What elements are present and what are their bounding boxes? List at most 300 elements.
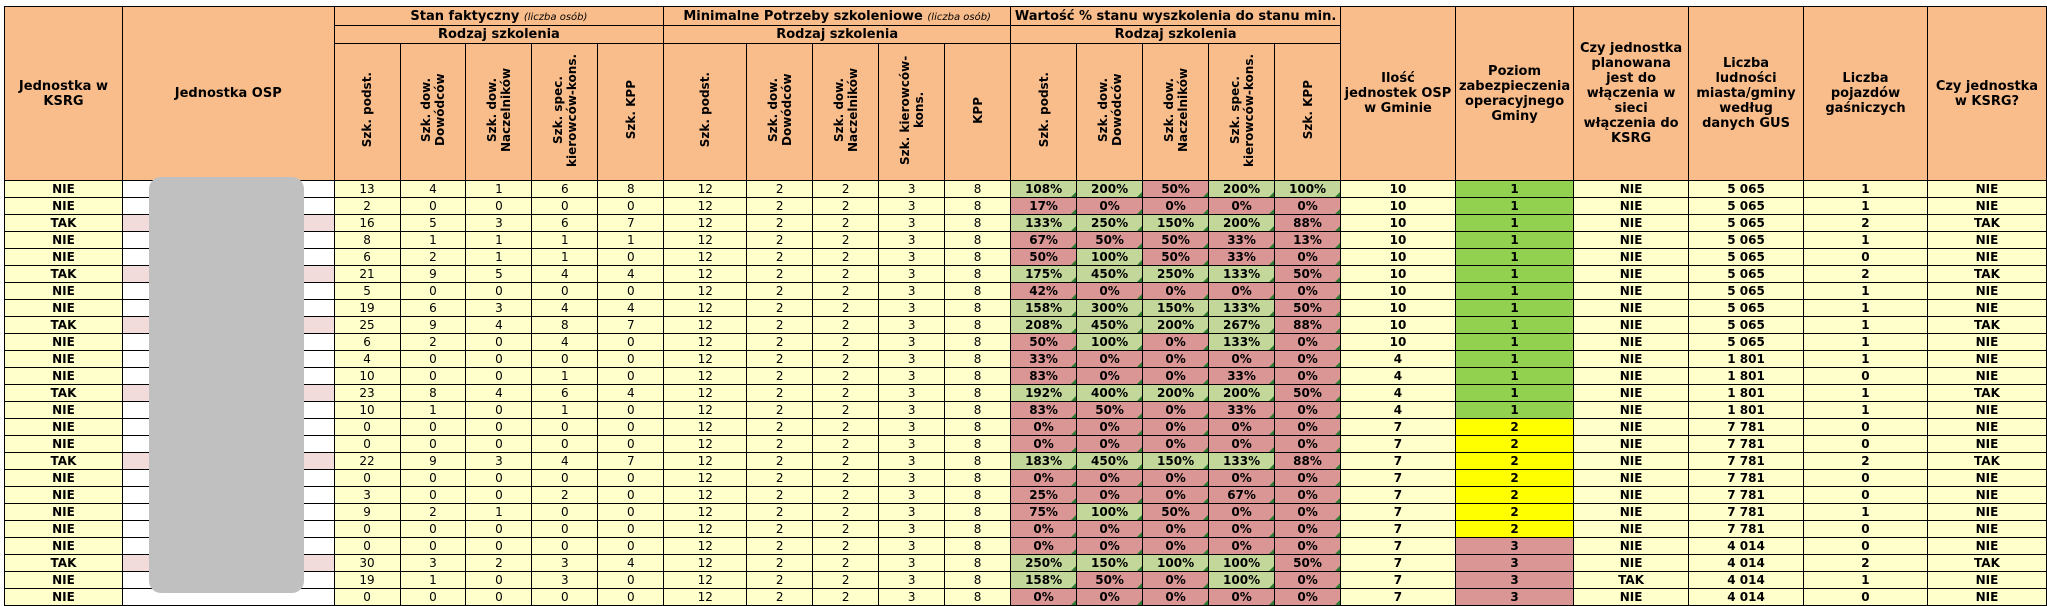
cell-actual[interactable]: 4 — [466, 385, 532, 402]
cell-min[interactable]: 8 — [945, 521, 1011, 538]
cell-min[interactable]: 12 — [664, 521, 747, 538]
cell-min[interactable]: 12 — [664, 249, 747, 266]
cell-pct[interactable]: 0% — [1275, 419, 1341, 436]
cell-actual[interactable]: 0 — [400, 198, 466, 215]
cell-osp-count[interactable]: 4 — [1341, 351, 1456, 368]
table-row[interactable] — [5, 368, 2047, 385]
cell-osp-count[interactable]: 10 — [1341, 283, 1456, 300]
cell-actual[interactable]: 4 — [532, 300, 598, 317]
cell-min[interactable]: 8 — [945, 419, 1011, 436]
cell-vehicles[interactable]: 0 — [1804, 436, 1928, 453]
cell-population[interactable]: 4 014 — [1689, 572, 1804, 589]
cell-actual[interactable]: 0 — [334, 419, 400, 436]
cell-actual[interactable]: 21 — [334, 266, 400, 283]
cell-min[interactable]: 2 — [747, 181, 813, 198]
table-row[interactable] — [5, 300, 2047, 317]
cell-min[interactable]: 8 — [945, 555, 1011, 572]
cell-population[interactable]: 4 014 — [1689, 555, 1804, 572]
cell-in-ksrg[interactable]: NIE — [1927, 351, 2046, 368]
cell-pct[interactable]: 0% — [1275, 504, 1341, 521]
cell-pct[interactable]: 250% — [1011, 555, 1077, 572]
cell-osp-count[interactable]: 7 — [1341, 504, 1456, 521]
cell-min[interactable]: 3 — [879, 402, 945, 419]
cell-pct[interactable]: 88% — [1275, 453, 1341, 470]
cell-min[interactable]: 2 — [747, 402, 813, 419]
cell-in-ksrg[interactable]: TAK — [1927, 453, 2046, 470]
cell-min[interactable]: 2 — [747, 419, 813, 436]
cell-in-ksrg[interactable]: TAK — [1927, 555, 2046, 572]
cell-population[interactable]: 5 065 — [1689, 232, 1804, 249]
cell-pct[interactable]: 158% — [1011, 300, 1077, 317]
cell-pct[interactable]: 0% — [1275, 589, 1341, 606]
cell-min[interactable]: 12 — [664, 572, 747, 589]
cell-min[interactable]: 2 — [747, 487, 813, 504]
cell-actual[interactable]: 6 — [532, 181, 598, 198]
cell-min[interactable]: 2 — [813, 487, 879, 504]
cell-in-ksrg[interactable]: NIE — [1927, 232, 2046, 249]
cell-actual[interactable]: 0 — [466, 368, 532, 385]
cell-planned-ksrg[interactable]: NIE — [1574, 334, 1689, 351]
cell-min[interactable]: 2 — [813, 453, 879, 470]
cell-min[interactable]: 2 — [747, 232, 813, 249]
cell-in-ksrg[interactable]: NIE — [1927, 300, 2046, 317]
cell-pct[interactable]: 50% — [1275, 266, 1341, 283]
cell-pct[interactable]: 100% — [1209, 555, 1275, 572]
cell-min[interactable]: 2 — [813, 538, 879, 555]
table-row[interactable] — [5, 249, 2047, 266]
cell-planned-ksrg[interactable]: NIE — [1574, 232, 1689, 249]
cell-actual[interactable]: 7 — [598, 453, 664, 470]
cell-ksrg-unit[interactable]: NIE — [5, 419, 123, 436]
cell-actual[interactable]: 6 — [400, 300, 466, 317]
cell-actual[interactable]: 0 — [466, 402, 532, 419]
cell-ksrg-unit[interactable]: TAK — [5, 215, 123, 232]
cell-planned-ksrg[interactable]: NIE — [1574, 317, 1689, 334]
cell-min[interactable]: 12 — [664, 538, 747, 555]
cell-pct[interactable]: 150% — [1143, 300, 1209, 317]
cell-actual[interactable]: 0 — [532, 436, 598, 453]
cell-pct[interactable]: 0% — [1077, 198, 1143, 215]
cell-planned-ksrg[interactable]: NIE — [1574, 470, 1689, 487]
cell-actual[interactable]: 4 — [598, 266, 664, 283]
cell-actual[interactable]: 0 — [400, 419, 466, 436]
cell-actual[interactable]: 0 — [598, 504, 664, 521]
cell-pct[interactable]: 50% — [1143, 232, 1209, 249]
cell-pct[interactable]: 0% — [1275, 402, 1341, 419]
cell-population[interactable]: 4 014 — [1689, 589, 1804, 606]
table-row[interactable] — [5, 521, 2047, 538]
cell-vehicles[interactable]: 1 — [1804, 300, 1928, 317]
cell-vehicles[interactable]: 1 — [1804, 181, 1928, 198]
cell-min[interactable]: 2 — [747, 266, 813, 283]
cell-actual[interactable]: 3 — [466, 453, 532, 470]
cell-min[interactable]: 2 — [813, 419, 879, 436]
cell-actual[interactable]: 5 — [334, 283, 400, 300]
cell-ksrg-unit[interactable]: NIE — [5, 300, 123, 317]
cell-ksrg-unit[interactable]: TAK — [5, 266, 123, 283]
cell-min[interactable]: 2 — [747, 368, 813, 385]
cell-actual[interactable]: 0 — [400, 521, 466, 538]
table-row[interactable] — [5, 385, 2047, 402]
cell-osp-count[interactable]: 7 — [1341, 453, 1456, 470]
cell-protection-level[interactable]: 1 — [1455, 215, 1573, 232]
cell-pct[interactable]: 0% — [1209, 504, 1275, 521]
cell-pct[interactable]: 0% — [1143, 283, 1209, 300]
cell-pct[interactable]: 0% — [1209, 283, 1275, 300]
cell-actual[interactable]: 1 — [400, 232, 466, 249]
cell-actual[interactable]: 0 — [532, 521, 598, 538]
cell-min[interactable]: 2 — [813, 266, 879, 283]
cell-actual[interactable]: 2 — [400, 249, 466, 266]
cell-pct[interactable]: 0% — [1275, 538, 1341, 555]
cell-ksrg-unit[interactable]: NIE — [5, 283, 123, 300]
cell-min[interactable]: 2 — [813, 555, 879, 572]
cell-planned-ksrg[interactable]: NIE — [1574, 521, 1689, 538]
cell-min[interactable]: 2 — [813, 521, 879, 538]
cell-pct[interactable]: 133% — [1209, 266, 1275, 283]
cell-actual[interactable]: 0 — [598, 436, 664, 453]
cell-protection-level[interactable]: 2 — [1455, 521, 1573, 538]
cell-actual[interactable]: 4 — [598, 555, 664, 572]
cell-osp-count[interactable]: 10 — [1341, 198, 1456, 215]
cell-actual[interactable]: 0 — [400, 538, 466, 555]
cell-in-ksrg[interactable]: NIE — [1927, 487, 2046, 504]
cell-min[interactable]: 3 — [879, 453, 945, 470]
cell-planned-ksrg[interactable]: NIE — [1574, 589, 1689, 606]
cell-population[interactable]: 7 781 — [1689, 487, 1804, 504]
cell-osp-count[interactable]: 4 — [1341, 402, 1456, 419]
cell-min[interactable]: 3 — [879, 589, 945, 606]
cell-pct[interactable]: 0% — [1143, 198, 1209, 215]
cell-pct[interactable]: 133% — [1209, 334, 1275, 351]
cell-pct[interactable]: 0% — [1275, 283, 1341, 300]
cell-ksrg-unit[interactable]: NIE — [5, 589, 123, 606]
cell-protection-level[interactable]: 1 — [1455, 300, 1573, 317]
cell-osp-count[interactable]: 10 — [1341, 232, 1456, 249]
cell-actual[interactable]: 2 — [400, 504, 466, 521]
cell-in-ksrg[interactable]: NIE — [1927, 470, 2046, 487]
cell-vehicles[interactable]: 0 — [1804, 589, 1928, 606]
table-row[interactable] — [5, 538, 2047, 555]
cell-pct[interactable]: 33% — [1011, 351, 1077, 368]
cell-actual[interactable]: 0 — [598, 470, 664, 487]
cell-population[interactable]: 5 065 — [1689, 249, 1804, 266]
cell-actual[interactable]: 4 — [334, 351, 400, 368]
cell-ksrg-unit[interactable]: NIE — [5, 538, 123, 555]
cell-actual[interactable]: 6 — [532, 215, 598, 232]
cell-min[interactable]: 2 — [747, 555, 813, 572]
cell-ksrg-unit[interactable]: TAK — [5, 453, 123, 470]
table-row[interactable] — [5, 470, 2047, 487]
cell-protection-level[interactable]: 2 — [1455, 504, 1573, 521]
cell-planned-ksrg[interactable]: NIE — [1574, 283, 1689, 300]
cell-pct[interactable]: 67% — [1209, 487, 1275, 504]
cell-in-ksrg[interactable]: NIE — [1927, 249, 2046, 266]
cell-planned-ksrg[interactable]: NIE — [1574, 181, 1689, 198]
cell-actual[interactable]: 1 — [400, 572, 466, 589]
cell-protection-level[interactable]: 3 — [1455, 555, 1573, 572]
cell-ksrg-unit[interactable]: NIE — [5, 249, 123, 266]
cell-min[interactable]: 2 — [747, 215, 813, 232]
cell-planned-ksrg[interactable]: NIE — [1574, 198, 1689, 215]
cell-actual[interactable]: 0 — [466, 283, 532, 300]
cell-actual[interactable]: 0 — [334, 538, 400, 555]
cell-osp-count[interactable]: 7 — [1341, 436, 1456, 453]
cell-min[interactable]: 3 — [879, 300, 945, 317]
cell-pct[interactable]: 0% — [1209, 198, 1275, 215]
cell-pct[interactable]: 0% — [1077, 436, 1143, 453]
cell-actual[interactable]: 0 — [400, 470, 466, 487]
cell-pct[interactable]: 450% — [1077, 453, 1143, 470]
cell-pct[interactable]: 0% — [1143, 521, 1209, 538]
cell-vehicles[interactable]: 2 — [1804, 453, 1928, 470]
cell-actual[interactable]: 25 — [334, 317, 400, 334]
cell-in-ksrg[interactable]: NIE — [1927, 589, 2046, 606]
cell-planned-ksrg[interactable]: NIE — [1574, 504, 1689, 521]
cell-actual[interactable]: 0 — [466, 351, 532, 368]
cell-actual[interactable]: 0 — [400, 283, 466, 300]
cell-pct[interactable]: 300% — [1077, 300, 1143, 317]
cell-min[interactable]: 12 — [664, 368, 747, 385]
cell-min[interactable]: 12 — [664, 555, 747, 572]
cell-pct[interactable]: 50% — [1275, 385, 1341, 402]
cell-pct[interactable]: 150% — [1143, 215, 1209, 232]
cell-min[interactable]: 3 — [879, 249, 945, 266]
cell-min[interactable]: 2 — [813, 249, 879, 266]
cell-actual[interactable]: 4 — [532, 453, 598, 470]
cell-actual[interactable]: 3 — [400, 555, 466, 572]
cell-population[interactable]: 5 065 — [1689, 334, 1804, 351]
cell-min[interactable]: 8 — [945, 453, 1011, 470]
cell-pct[interactable]: 108% — [1011, 181, 1077, 198]
cell-pct[interactable]: 0% — [1077, 487, 1143, 504]
cell-min[interactable]: 2 — [747, 436, 813, 453]
cell-vehicles[interactable]: 2 — [1804, 266, 1928, 283]
cell-actual[interactable]: 0 — [532, 419, 598, 436]
cell-min[interactable]: 2 — [813, 232, 879, 249]
cell-vehicles[interactable]: 1 — [1804, 232, 1928, 249]
cell-pct[interactable]: 0% — [1209, 470, 1275, 487]
cell-planned-ksrg[interactable]: NIE — [1574, 368, 1689, 385]
cell-min[interactable]: 3 — [879, 487, 945, 504]
cell-actual[interactable]: 4 — [532, 266, 598, 283]
cell-min[interactable]: 2 — [813, 368, 879, 385]
cell-min[interactable]: 3 — [879, 351, 945, 368]
cell-osp-count[interactable]: 4 — [1341, 385, 1456, 402]
cell-actual[interactable]: 1 — [532, 368, 598, 385]
cell-actual[interactable]: 2 — [532, 487, 598, 504]
cell-actual[interactable]: 5 — [466, 266, 532, 283]
cell-actual[interactable]: 0 — [466, 334, 532, 351]
cell-protection-level[interactable]: 1 — [1455, 249, 1573, 266]
cell-actual[interactable]: 1 — [466, 504, 532, 521]
cell-min[interactable]: 8 — [945, 504, 1011, 521]
cell-min[interactable]: 12 — [664, 300, 747, 317]
cell-population[interactable]: 1 801 — [1689, 385, 1804, 402]
cell-in-ksrg[interactable]: NIE — [1927, 334, 2046, 351]
cell-min[interactable]: 8 — [945, 368, 1011, 385]
cell-pct[interactable]: 250% — [1143, 266, 1209, 283]
cell-pct[interactable]: 0% — [1275, 368, 1341, 385]
cell-pct[interactable]: 0% — [1077, 521, 1143, 538]
cell-ksrg-unit[interactable]: TAK — [5, 555, 123, 572]
cell-pct[interactable]: 17% — [1011, 198, 1077, 215]
cell-protection-level[interactable]: 2 — [1455, 453, 1573, 470]
cell-protection-level[interactable]: 3 — [1455, 538, 1573, 555]
cell-population[interactable]: 5 065 — [1689, 198, 1804, 215]
cell-vehicles[interactable]: 1 — [1804, 317, 1928, 334]
cell-actual[interactable]: 1 — [466, 232, 532, 249]
cell-min[interactable]: 2 — [813, 470, 879, 487]
cell-min[interactable]: 2 — [813, 300, 879, 317]
cell-pct[interactable]: 67% — [1011, 232, 1077, 249]
cell-protection-level[interactable]: 1 — [1455, 181, 1573, 198]
cell-min[interactable]: 12 — [664, 504, 747, 521]
cell-actual[interactable]: 0 — [532, 504, 598, 521]
cell-min[interactable]: 2 — [747, 453, 813, 470]
cell-osp-count[interactable]: 10 — [1341, 215, 1456, 232]
cell-actual[interactable]: 9 — [400, 317, 466, 334]
cell-osp-count[interactable]: 7 — [1341, 470, 1456, 487]
cell-min[interactable]: 8 — [945, 300, 1011, 317]
cell-pct[interactable]: 175% — [1011, 266, 1077, 283]
table-row[interactable] — [5, 504, 2047, 521]
cell-actual[interactable]: 0 — [598, 283, 664, 300]
cell-pct[interactable]: 150% — [1143, 453, 1209, 470]
cell-osp-count[interactable]: 7 — [1341, 555, 1456, 572]
cell-osp-count[interactable]: 7 — [1341, 487, 1456, 504]
cell-in-ksrg[interactable]: NIE — [1927, 181, 2046, 198]
cell-pct[interactable]: 0% — [1011, 470, 1077, 487]
cell-vehicles[interactable]: 1 — [1804, 351, 1928, 368]
cell-min[interactable]: 3 — [879, 555, 945, 572]
cell-ksrg-unit[interactable]: NIE — [5, 521, 123, 538]
cell-pct[interactable]: 0% — [1143, 470, 1209, 487]
cell-min[interactable]: 12 — [664, 283, 747, 300]
cell-vehicles[interactable]: 1 — [1804, 504, 1928, 521]
cell-in-ksrg[interactable]: NIE — [1927, 402, 2046, 419]
cell-planned-ksrg[interactable]: NIE — [1574, 453, 1689, 470]
cell-in-ksrg[interactable]: NIE — [1927, 283, 2046, 300]
cell-protection-level[interactable]: 1 — [1455, 334, 1573, 351]
cell-actual[interactable]: 0 — [466, 521, 532, 538]
cell-actual[interactable]: 0 — [466, 419, 532, 436]
cell-actual[interactable]: 0 — [598, 538, 664, 555]
cell-pct[interactable]: 0% — [1077, 470, 1143, 487]
cell-population[interactable]: 5 065 — [1689, 181, 1804, 198]
cell-min[interactable]: 12 — [664, 351, 747, 368]
cell-pct[interactable]: 0% — [1077, 538, 1143, 555]
cell-planned-ksrg[interactable]: NIE — [1574, 419, 1689, 436]
table-row[interactable] — [5, 419, 2047, 436]
cell-pct[interactable]: 50% — [1077, 572, 1143, 589]
cell-in-ksrg[interactable]: NIE — [1927, 538, 2046, 555]
cell-pct[interactable]: 250% — [1077, 215, 1143, 232]
cell-pct[interactable]: 83% — [1011, 368, 1077, 385]
cell-min[interactable]: 2 — [813, 317, 879, 334]
cell-actual[interactable]: 0 — [466, 589, 532, 606]
cell-min[interactable]: 2 — [813, 181, 879, 198]
cell-actual[interactable]: 0 — [598, 419, 664, 436]
cell-vehicles[interactable]: 1 — [1804, 572, 1928, 589]
cell-osp-count[interactable]: 7 — [1341, 419, 1456, 436]
cell-population[interactable]: 5 065 — [1689, 266, 1804, 283]
cell-vehicles[interactable]: 0 — [1804, 419, 1928, 436]
cell-pct[interactable]: 0% — [1077, 589, 1143, 606]
cell-actual[interactable]: 23 — [334, 385, 400, 402]
cell-in-ksrg[interactable]: NIE — [1927, 198, 2046, 215]
cell-population[interactable]: 7 781 — [1689, 521, 1804, 538]
cell-pct[interactable]: 0% — [1143, 538, 1209, 555]
cell-pct[interactable]: 50% — [1143, 504, 1209, 521]
cell-protection-level[interactable]: 1 — [1455, 385, 1573, 402]
cell-pct[interactable]: 0% — [1143, 419, 1209, 436]
cell-pct[interactable]: 0% — [1143, 402, 1209, 419]
cell-protection-level[interactable]: 3 — [1455, 572, 1573, 589]
cell-actual[interactable]: 0 — [532, 589, 598, 606]
cell-pct[interactable]: 0% — [1077, 419, 1143, 436]
cell-min[interactable]: 2 — [813, 436, 879, 453]
cell-min[interactable]: 8 — [945, 215, 1011, 232]
cell-actual[interactable]: 0 — [334, 521, 400, 538]
cell-ksrg-unit[interactable]: TAK — [5, 317, 123, 334]
cell-protection-level[interactable]: 2 — [1455, 487, 1573, 504]
cell-planned-ksrg[interactable]: NIE — [1574, 402, 1689, 419]
cell-min[interactable]: 2 — [747, 283, 813, 300]
cell-in-ksrg[interactable]: NIE — [1927, 521, 2046, 538]
cell-actual[interactable]: 0 — [598, 351, 664, 368]
cell-min[interactable]: 8 — [945, 589, 1011, 606]
cell-osp-count[interactable]: 7 — [1341, 538, 1456, 555]
cell-min[interactable]: 12 — [664, 317, 747, 334]
cell-actual[interactable]: 8 — [598, 181, 664, 198]
cell-actual[interactable]: 0 — [598, 572, 664, 589]
cell-population[interactable]: 7 781 — [1689, 504, 1804, 521]
cell-actual[interactable]: 0 — [400, 368, 466, 385]
cell-pct[interactable]: 200% — [1209, 181, 1275, 198]
cell-pct[interactable]: 0% — [1077, 351, 1143, 368]
cell-ksrg-unit[interactable]: NIE — [5, 402, 123, 419]
cell-ksrg-unit[interactable]: NIE — [5, 572, 123, 589]
cell-actual[interactable]: 3 — [334, 487, 400, 504]
cell-pct[interactable]: 0% — [1143, 589, 1209, 606]
cell-actual[interactable]: 0 — [598, 198, 664, 215]
cell-vehicles[interactable]: 1 — [1804, 385, 1928, 402]
cell-min[interactable]: 2 — [747, 317, 813, 334]
cell-pct[interactable]: 0% — [1275, 470, 1341, 487]
cell-actual[interactable]: 0 — [466, 470, 532, 487]
cell-vehicles[interactable]: 1 — [1804, 198, 1928, 215]
cell-min[interactable]: 2 — [747, 198, 813, 215]
table-row[interactable] — [5, 436, 2047, 453]
cell-ksrg-unit[interactable]: TAK — [5, 385, 123, 402]
cell-in-ksrg[interactable]: TAK — [1927, 317, 2046, 334]
cell-actual[interactable]: 7 — [598, 215, 664, 232]
cell-pct[interactable]: 88% — [1275, 317, 1341, 334]
cell-min[interactable]: 2 — [813, 402, 879, 419]
cell-min[interactable]: 8 — [945, 402, 1011, 419]
cell-min[interactable]: 3 — [879, 521, 945, 538]
cell-ksrg-unit[interactable]: NIE — [5, 351, 123, 368]
cell-population[interactable]: 1 801 — [1689, 368, 1804, 385]
cell-planned-ksrg[interactable]: NIE — [1574, 249, 1689, 266]
cell-protection-level[interactable]: 2 — [1455, 419, 1573, 436]
cell-min[interactable]: 8 — [945, 249, 1011, 266]
cell-actual[interactable]: 4 — [466, 317, 532, 334]
cell-min[interactable]: 12 — [664, 487, 747, 504]
cell-pct[interactable]: 42% — [1011, 283, 1077, 300]
cell-population[interactable]: 1 801 — [1689, 402, 1804, 419]
